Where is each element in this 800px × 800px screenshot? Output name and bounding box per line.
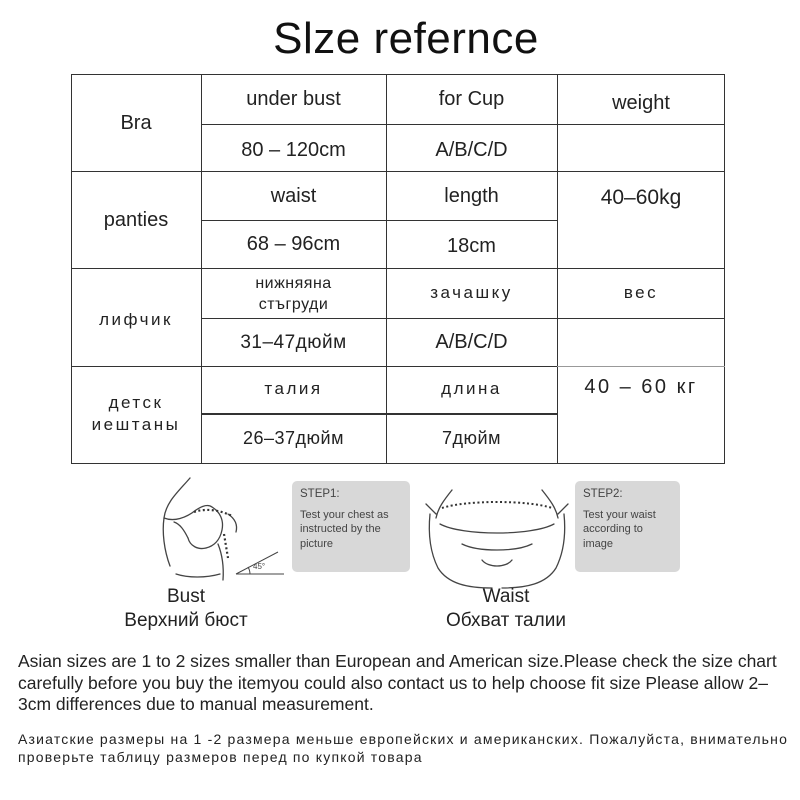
panties-row-label: panties: [103, 208, 169, 231]
ru-cup-header: зачашку: [430, 283, 513, 303]
ru-length-value: 7дюйм: [442, 428, 501, 449]
ru-bra-row-label: лифчик: [99, 310, 173, 330]
under-bust-header: under bust: [246, 88, 341, 110]
waist-header: waist: [270, 184, 317, 207]
ru-waist-value: 26–37дюйм: [243, 428, 344, 449]
bust-caption: [106, 585, 266, 633]
bust-caption-en: Bust: [166, 586, 206, 607]
waist-measurement-illustration: [422, 484, 572, 590]
ru-under-bust-header: нижняяна стъгруди: [255, 274, 332, 313]
cup-header: for Cup: [438, 88, 505, 110]
weight-header: weight: [612, 92, 670, 114]
step2-text: Test your waist according to image: [583, 508, 656, 551]
length-value: 18cm: [447, 235, 496, 257]
angle-label: 45°: [253, 562, 266, 571]
sizing-note-english: Asian sizes are 1 to 2 sizes smaller than European and American size.Please check the size chart carefully before you buy the itemyou could also contact us to help choose fit size Please allow 2–3cm differences due to manual measurement.: [18, 651, 777, 714]
waist-value: 68 – 96cm: [246, 233, 341, 255]
size-chart-table: [71, 74, 725, 464]
ru-waist-header: талия: [264, 379, 323, 399]
under-bust-value: 80 – 120cm: [241, 138, 346, 161]
waist-caption: [420, 585, 592, 633]
ru-weight-value: 40 – 60 кг: [584, 375, 698, 398]
weight-value: 40–60kg: [600, 186, 682, 210]
waist-caption-ru: Обхват талии: [446, 609, 566, 631]
sizing-note-russian: Азиатские размеры на 1 -2 размера меньше европейских и американских. Пожалуйста, внимательно проверьте таблицу размеров перед по купкой товара: [18, 731, 789, 765]
step2-title: STEP2:: [583, 488, 623, 500]
length-header: length: [444, 184, 499, 207]
ru-weight-header: вес: [623, 283, 659, 303]
ru-length-header: длина: [441, 379, 502, 399]
step1-title: STEP1:: [300, 488, 340, 500]
cup-value: A/B/C/D: [435, 138, 508, 161]
bust-caption-ru: Верхний бюст: [124, 609, 248, 631]
step2-card: [575, 481, 680, 572]
ru-panties-row-label: детск иештаны: [91, 393, 181, 434]
bra-row-label: Bra: [120, 111, 152, 134]
step1-card: [292, 481, 410, 572]
waist-caption-en: Waist: [482, 586, 530, 607]
step1-text: Test your chest as instructed by the picture: [300, 508, 389, 551]
page-title: Slze refernce: [273, 14, 539, 63]
ru-under-bust-value: 31–47дюйм: [240, 331, 347, 353]
ru-cup-value: A/B/C/D: [435, 331, 508, 353]
